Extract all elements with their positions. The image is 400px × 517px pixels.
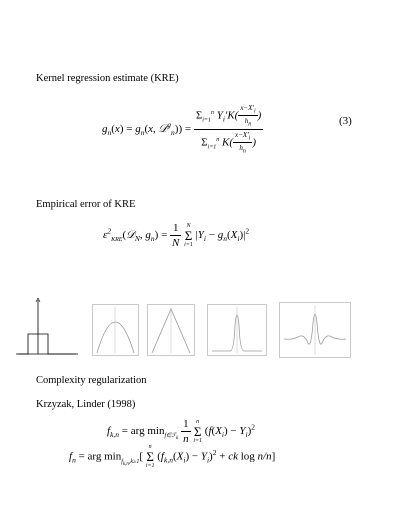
equation-number: (3) (339, 115, 352, 127)
kernel-plot-triangular (147, 304, 195, 356)
kre-fraction: $\Sigma_{i=1}^n$ $Y_i'K$( $\frac{x-X'_i}{h_n}$ ) $\Sigma_{i=1}^n$ K( $\frac{x-X'_i}{h_n}$ ) (195, 104, 262, 155)
kre-equation: $g_n(x) = g_n(x$, 𝒟$^g_n$)) = $\Sigma_{i=1}^n$ $Y_i'K$( $\frac{x-X'_i}{h_n}$ ) $\Sigma_{i=1}^n$ K( $\frac{x-X'_i}{h_n}$ ) (102, 104, 262, 155)
complexity-heading: Complexity regularization (36, 375, 147, 386)
kernel-plot-window (14, 296, 80, 358)
kernel-plot-sinc (279, 302, 351, 358)
complexity-equation-2: $f_n$ = arg $\min_{f_{k,n},k\ge 1}$[ n Σ i=1 $(f_{k,n}(X_i) - Y_i)^2$ + ck log n/n] (69, 444, 276, 469)
error-equation: $\varepsilon^2_{KRE}(𝒟_N$, $g_n$) = $\frac{1}{N}$ N Σ i=1 $|Y_i - g_n(X_i)|^2$ (103, 222, 250, 249)
kernel-plot-narrow-peak (207, 304, 267, 356)
kernel-plot-parabolic (92, 304, 139, 356)
error-heading: Empirical error of KRE (36, 199, 136, 210)
kre-heading: Kernel regression estimate (KRE) (36, 73, 179, 84)
reference-citation: Krzyzak, Linder (1998) (36, 399, 136, 410)
complexity-equation-1: $f_{k,n}$ = arg $\min_{f\in ℱ_k}$ $\frac{1}{n}$ n Σ i=1 $(f(X_i) - Y_i)^2$ (107, 418, 256, 445)
